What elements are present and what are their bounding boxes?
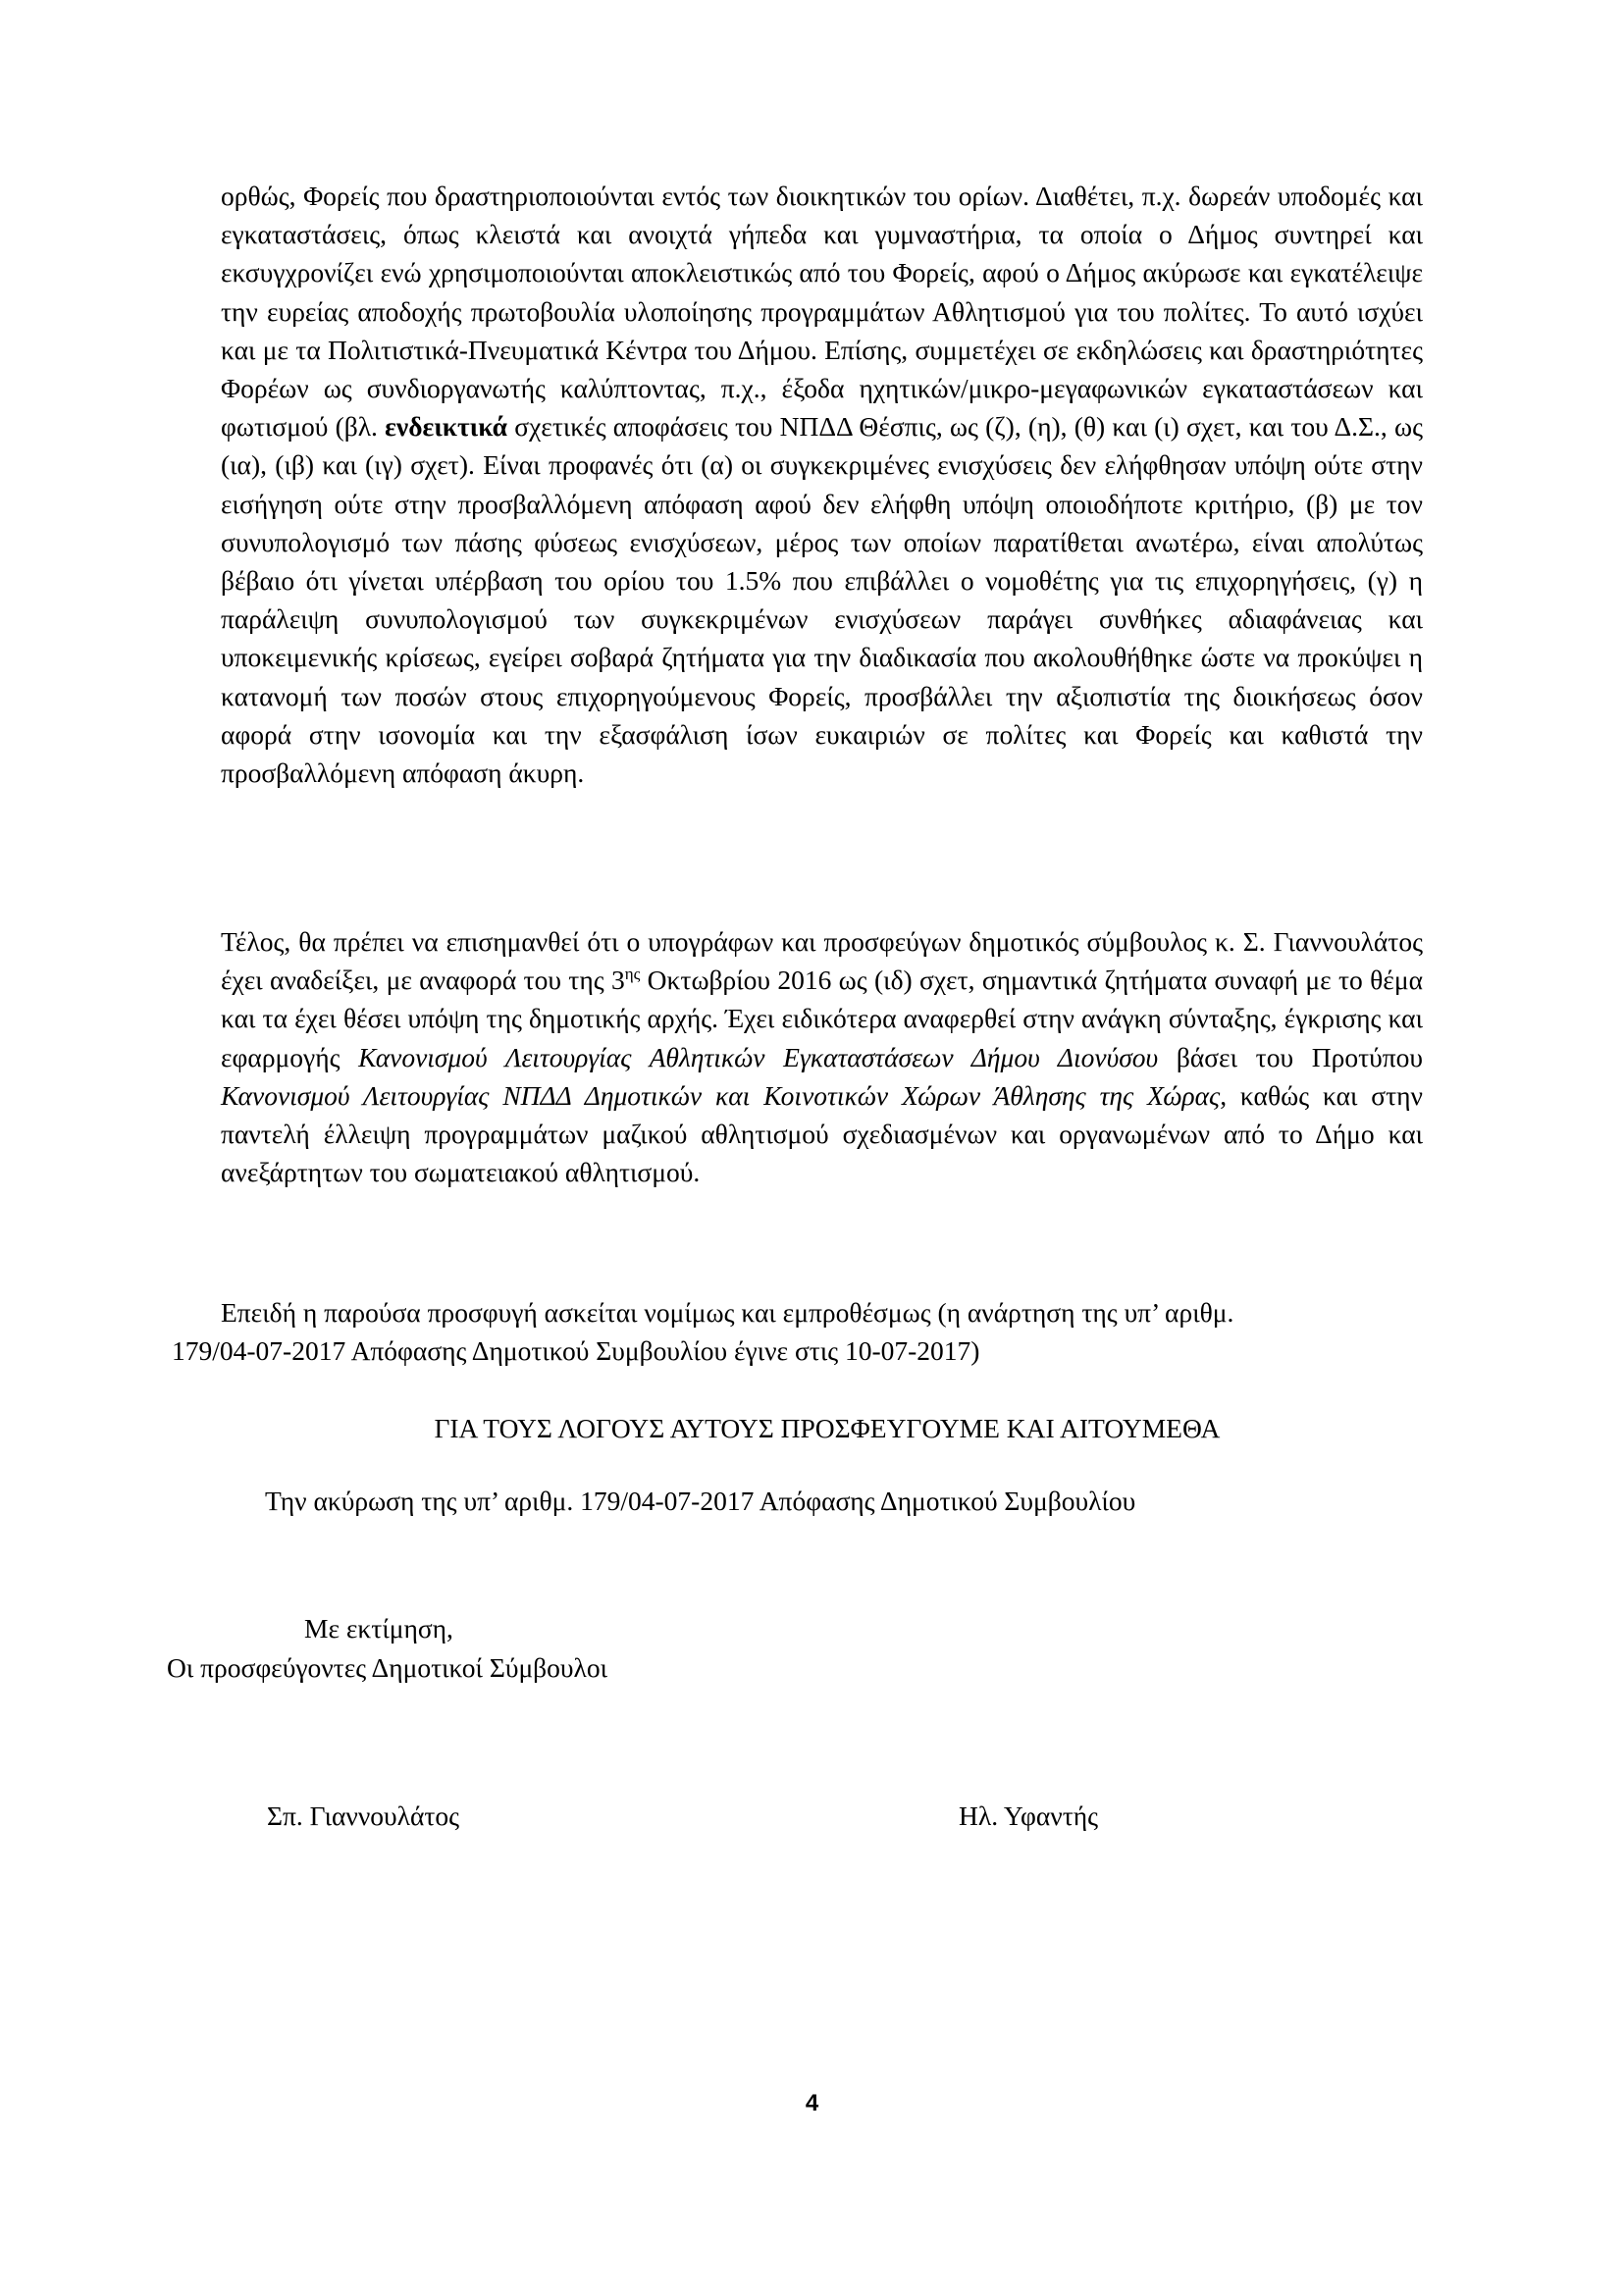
paragraph-2-italic-title-1: Κανονισμού Λειτουργίας Αθλητικών Εγκαταστάσεων Δήμου Διονύσου <box>358 1041 1159 1072</box>
paragraph-2-text-d: , καθώς και στην παντελή έλλειψη προγραμμάτων μαζικού αθλητισμού σχεδιασμένων και οργανωμένων από το Δήμο και ανεξάρτητων του σωματειακού αθλητισμού. <box>221 1079 1423 1188</box>
paragraph-1-bold-text: ενδεικτικά <box>385 411 508 443</box>
paragraph-2-text-c: βάσει του Προτύπου <box>1158 1041 1424 1072</box>
closing-salutation: Με εκτίμηση, <box>304 1613 453 1644</box>
closing-signers-caption: Οι προσφεύγοντες Δημοτικοί Σύμβουλοι <box>167 1652 608 1683</box>
signatory-right: Ηλ. Υφαντής <box>959 1800 1099 1831</box>
paragraph-2-text-b: Οκτωβρίου 2016 ως (ιδ) σχετ, σημαντικά ζητήματα συναφή με το θέμα και τα έχει θέσει υπόψη της δημοτικής αρχής. Έχει ειδικότερα αναφερθεί στην ανάγκη σύνταξης, έγκρισης και εφαρμογής <box>221 965 1424 1072</box>
section-heading-text: ΓΙΑ ΤΟΥΣ ΛΟΓΟΥΣ ΑΥΤΟΥΣ ΠΡΟΣΦΕΥΓΟΥΜΕ ΚΑΙ ΑΙΤΟΥΜΕΘΑ <box>434 1413 1221 1443</box>
page-number: 4 <box>805 2090 819 2116</box>
paragraph-3-line-1: Επειδή η παρούσα προσφυγή ασκείται νομίμως και εμπροθέσμως (η ανάρτηση της υπ’ αριθμ. <box>221 1297 1234 1328</box>
superscript-ordinal: ης <box>624 965 641 984</box>
paragraph-2-text-a: Τέλος, θα πρέπει να επισημανθεί ότι ο υπογράφων και προσφεύγων δημοτικός σύμβουλος κ. Σ. Γιαννουλάτος έχει αναδείξει, με αναφορά του της 3 <box>221 926 1423 996</box>
paragraph-2-italic-title-2: Κανονισμού Λειτουργίας ΝΠΔΔ Δημοτικών και Κοινοτικών Χώρων Άθλησης της Χώρας <box>221 1079 1221 1111</box>
section-heading <box>0 1413 1624 1444</box>
paragraph-1-text-a: ορθώς, Φορείς που δραστηριοποιούνται εντός των διοικητικών του ορίων. Διαθέτει, π.χ. δωρεάν υποδομές και εγκαταστάσεις, όπως κλειστά και ανοιχτά γήπεδα και γυμναστήρια, τα οποία ο Δήμος συντηρεί και εκσυγχρονίζει ενώ χρησιμοποιούνται αποκλειστικώς από του Φορείς, αφού ο Δήμος ακύρωσε και εγκατέλειψε την ευρείας αποδοχής πρωτοβουλία υλοποίησης προγραμμάτων Αθλητισμού για του πολίτες. Το αυτό ισχύει και με τα Πολιτιστικά-Πνευματικά Κέντρα του Δήμου. Επίσης, συμμετέχει σε εκδηλώσεις και δραστηριότητες Φορέων ως συνδιοργανωτής καλύπτοντας, π.χ., έξοδα ηχητικών/μικρο-μεγαφωνικών εγκαταστάσεων και φωτισμού (βλ. <box>221 181 1423 443</box>
signatory-left: Σπ. Γιαννουλάτος <box>267 1800 460 1831</box>
paragraph-3-line-2: 179/04-07-2017 Απόφασης Δημοτικού Συμβουλίου έγινε στις 10-07-2017) <box>172 1335 980 1367</box>
body-paragraph-1 <box>221 177 1423 792</box>
request-text: Την ακύρωση της υπ’ αριθμ. 179/04-07-2017 Απόφασης Δημοτικού Συμβουλίου <box>265 1486 1136 1516</box>
paragraph-1-text-b: σχετικές αποφάσεις του ΝΠΔΔ Θέσπις, ως (ζ), (η), (θ) και (ι) σχετ, και του Δ.Σ., ως (ια), (ιβ) και (ιγ) σχετ). Είναι προφανές ότι (α) οι συγκεκριμένες ενισχύσεις δεν ελήφθησαν υπόψη ούτε στην εισήγηση ούτε στην προσβαλλόμενη απόφαση αφού δεν ελήφθη υπόψη οποιοδήποτε κριτήριο, (β) με τον συνυπολογισμό των πάσης φύσεως ενισχύσεων, μέρος των οποίων παρατίθεται ανωτέρω, είναι απολύτως βέβαιο ότι γίνεται υπέρβαση του ορίου του 1.5% που επιβάλλει ο νομοθέτης για τις επιχορηγήσεις, (γ) η παράλειψη συνυπολογισμού των συγκεκριμένων ενισχύσεων παράγει συνθήκες αδιαφάνειας και υποκειμενικής κρίσεως, εγείρει σοβαρά ζητήματα για την διαδικασία που ακολουθήθηκε ώστε να προκύψει η κατανομή των ποσών στους επιχορηγούμενους Φορείς, προσβάλλει την αξιοπιστία της διοικήσεως όσον αφορά στην ισονομία και την εξασφάλιση ίσων ευκαιριών σε πολίτες και Φορείς και καθιστά την προσβαλλόμενη απόφαση άκυρη. <box>221 411 1423 789</box>
body-paragraph-3 <box>172 1293 1467 1370</box>
body-paragraph-2 <box>221 922 1423 1191</box>
